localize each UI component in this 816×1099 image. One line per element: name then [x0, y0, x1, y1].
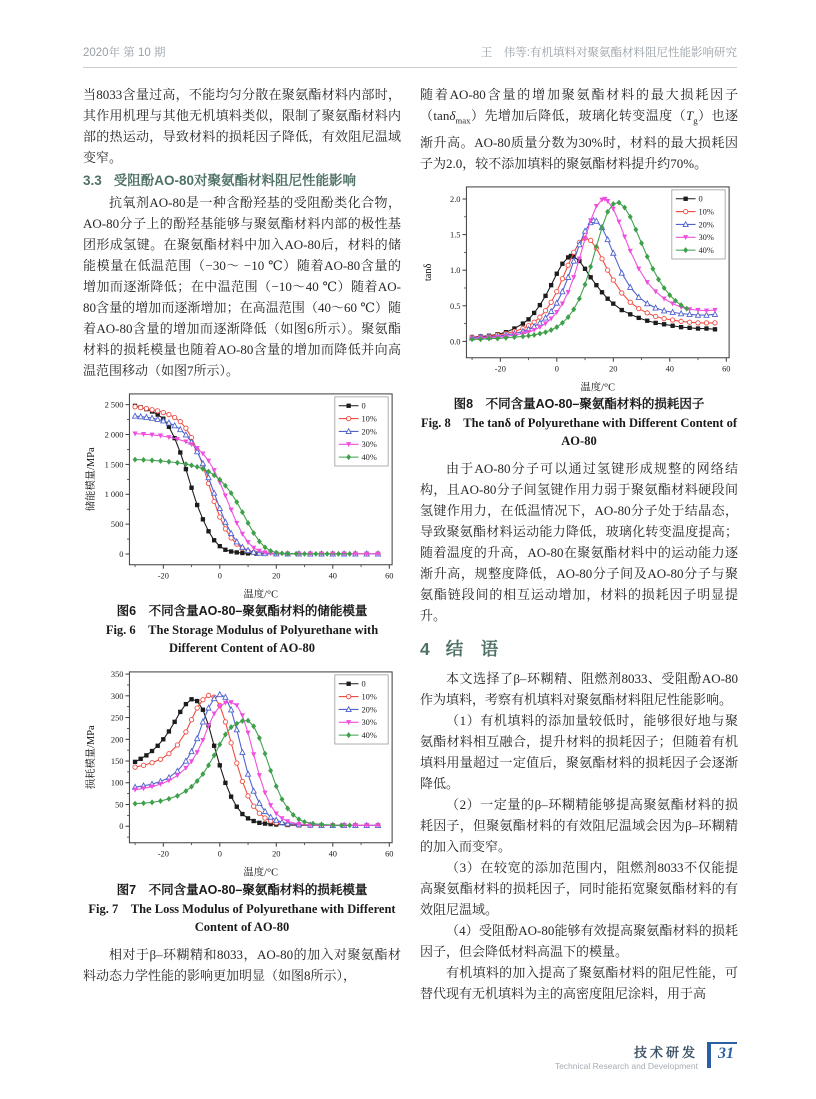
- svg-text:0: 0: [119, 549, 124, 559]
- svg-text:40%: 40%: [361, 453, 377, 463]
- fig7-loss-modulus-chart: [83, 665, 401, 878]
- paragraph-ao80: 抗氧剂AO-80是一种含酚羟基的受阻酚类化合物，AO-80分子上的酚羟基能够与聚氨酯材料内部的极性基团形成氢键。在聚氨酯材料中加入AO-80后，材料的储能模量在低温范围（−30～ −10 ℃）随着AO-80含量的增加而逐渐降低；在中温范围（−10～40 ℃）随着AO-80含量的增加而逐渐增加；在高温范围（40～60 ℃）随着AO-80含量的增加而逐渐降低（如图6所示）。聚氨酯材料的损耗模量也随着AO-80含量的增加而降低并向高温范围移动（如图7所示）。: [83, 195, 401, 378]
- svg-text:温度/°C: 温度/°C: [243, 867, 279, 879]
- paragraph-hydrogen: 由于AO-80分子可以通过氢键形成规整的网络结构，且AO-80分子间氢键作用力弱于聚氨酯材料硬段间氢键作用力，在低温情况下，AO-80分子处于结晶态，导致聚氨酯材料运动能力降低，玻璃化转变温度提高；随着温度的升高，AO-80在聚氨酯材料中的运动能力逐渐升高，规整度降低，AO-80分子间及AO-80分子与聚氨酯链段间的相互运动增加，材料的损耗因子明显提升。: [420, 460, 738, 623]
- right-column: [420, 84, 738, 1004]
- svg-text:20: 20: [609, 364, 618, 374]
- figure-7: [83, 665, 401, 935]
- svg-text:-20: -20: [157, 849, 169, 859]
- svg-text:-20: -20: [157, 571, 169, 581]
- section-title: 结 语: [445, 638, 499, 659]
- header-issue: 2020年 第 10 期: [83, 47, 166, 59]
- figure-8: [420, 180, 738, 450]
- figure-8-caption: [420, 395, 738, 450]
- svg-text:1 000: 1 000: [104, 490, 124, 500]
- figure-7-caption: [83, 881, 401, 936]
- svg-text:0.5: 0.5: [450, 301, 461, 311]
- svg-text:损耗模量/MPa: 损耗模量/MPa: [85, 725, 97, 790]
- svg-text:250: 250: [110, 713, 124, 723]
- conclusion-item-1: （1）有机填料的添加量较低时，能够很好地与聚氨酯材料相互融合，提升材料的损耗因子；但随着有机填料用量超过一定值后，聚氨酯材料的损耗因子会逐渐降低。: [420, 712, 738, 791]
- paragraph-compare: 相对于β–环糊精和8033，AO-80的加入对聚氨酯材料动态力学性能的影响更加明显（如图8所示），: [83, 946, 401, 983]
- svg-text:温度/°C: 温度/°C: [580, 381, 616, 393]
- svg-text:200: 200: [110, 735, 124, 745]
- figure-8-caption-en: Fig. 8 The tanδ of Polyurethane with Different Content of AO-80: [420, 415, 738, 448]
- conclusion-item-2: （2）一定量的β–环糊精能够提高聚氨酯材料的损耗因子，但聚氨酯材料的有效阻尼温域会因为β–环糊精的加入而变窄。: [420, 796, 738, 854]
- svg-text:20: 20: [272, 571, 281, 581]
- svg-text:tanδ: tanδ: [422, 263, 434, 281]
- header-rule: [83, 67, 737, 68]
- svg-text:20%: 20%: [361, 427, 377, 437]
- paragraph-tand: 随着AO-80含量的增加聚氨酯材料的最大损耗因子（tanδ$_{max}$）先增加后降低，玻璃化转变温度$(T_g)$也逐渐升高。AO-80质量分数为30%时，材料的最大损耗因子为2.0，较不添加填料的聚氨酯材料提升约70%。: [420, 87, 738, 171]
- paragraph-summary: 本文选择了β–环糊精、阻燃剂8033、受阻酚AO-80作为填料，考察有机填料对聚氨酯材料阻尼性能影响。: [420, 670, 738, 707]
- svg-text:0.0: 0.0: [450, 336, 461, 346]
- svg-text:40: 40: [328, 571, 337, 581]
- svg-text:20%: 20%: [698, 219, 714, 229]
- svg-text:50: 50: [115, 800, 124, 810]
- conclusion-item-4: （4）受阻酚AO-80能够有效提高聚氨酯材料的损耗因子，但会降低材料高温下的模量。: [420, 922, 738, 959]
- svg-text:60: 60: [722, 364, 731, 374]
- figure-7-caption-zh: 图7 不同含量AO-80–聚氨酯材料的损耗模量: [116, 882, 368, 897]
- svg-text:60: 60: [385, 571, 394, 581]
- footer-section-en: Technical Research and Development: [554, 1061, 698, 1071]
- figure-7-caption-en: Fig. 7 The Loss Modulus of Polyurethane with Different Content of AO-80: [88, 901, 396, 934]
- svg-text:100: 100: [110, 779, 124, 789]
- svg-text:300: 300: [110, 692, 124, 702]
- svg-text:10%: 10%: [698, 207, 714, 217]
- svg-text:1.5: 1.5: [450, 230, 461, 240]
- section-number: 3.3: [83, 173, 102, 188]
- svg-text:0: 0: [698, 194, 703, 204]
- svg-text:2.0: 2.0: [450, 194, 461, 204]
- svg-text:20: 20: [272, 849, 281, 859]
- figure-6: [83, 387, 401, 657]
- svg-text:0: 0: [554, 364, 559, 374]
- svg-text:0: 0: [361, 680, 366, 690]
- section-3-3-heading: [83, 170, 401, 191]
- svg-text:2 500: 2 500: [104, 400, 124, 410]
- page-number: 31: [718, 1045, 734, 1062]
- svg-text:0: 0: [119, 822, 124, 832]
- svg-text:40: 40: [665, 364, 674, 374]
- conclusion-item-3: （3）在较宽的添加范围内，阻燃剂8033不仅能提高聚氨酯材料的损耗因子，同时能拓宽聚氨酯材料的有效阻尼温域。: [420, 859, 738, 917]
- svg-text:150: 150: [110, 757, 124, 767]
- svg-text:350: 350: [110, 670, 124, 680]
- page-header: [83, 46, 737, 60]
- svg-text:0: 0: [217, 849, 222, 859]
- section-4-heading: [420, 636, 738, 662]
- paragraph-8033: 当8033含量过高，不能均匀分散在聚氨酯材料内部时，其作用机理与其他无机填料类似，限制了聚氨酯材料内部的热运动，导致材料的损耗因子降低，有效阻尼温域变窄。: [83, 87, 401, 165]
- svg-text:0: 0: [361, 401, 366, 411]
- svg-text:60: 60: [385, 849, 394, 859]
- section-number: 4: [420, 638, 430, 659]
- fig6-storage-modulus-chart: [83, 387, 401, 600]
- page-footer: [555, 1042, 737, 1073]
- svg-text:30%: 30%: [698, 232, 714, 242]
- svg-text:40%: 40%: [698, 245, 714, 255]
- header-running-title: 王 伟等:有机填料对聚氨酯材料阻尼性能影响研究: [480, 47, 737, 59]
- footer-section: [555, 1042, 698, 1073]
- fig8-tand-chart: [420, 180, 738, 393]
- svg-text:40: 40: [328, 849, 337, 859]
- svg-text:30%: 30%: [361, 440, 377, 450]
- figure-6-caption-zh: 图6 不同含量AO-80–聚氨酯材料的储能模量: [116, 604, 368, 619]
- svg-text:30%: 30%: [361, 718, 377, 728]
- svg-text:500: 500: [110, 520, 124, 530]
- paragraph-final: 有机填料的加入提高了聚氨酯材料的阻尼性能，可替代现有无机填料为主的高密度阻尼涂料，用于高: [420, 964, 738, 1001]
- svg-text:0: 0: [217, 571, 222, 581]
- left-column: [83, 84, 401, 1004]
- figure-8-caption-zh: 图8 不同含量AO-80–聚氨酯材料的损耗因子: [453, 396, 705, 411]
- svg-text:温度/°C: 温度/°C: [243, 589, 279, 601]
- section-title: 受阻酚AO-80对聚氨酯材料阻尼性能影响: [113, 173, 357, 188]
- svg-text:1.0: 1.0: [450, 265, 461, 275]
- svg-text:10%: 10%: [361, 692, 377, 702]
- svg-text:-20: -20: [494, 364, 506, 374]
- svg-text:1 500: 1 500: [104, 460, 124, 470]
- svg-text:2 000: 2 000: [104, 430, 124, 440]
- svg-text:40%: 40%: [361, 731, 377, 741]
- footer-section-zh: 技术研发: [633, 1045, 698, 1060]
- svg-text:10%: 10%: [361, 414, 377, 424]
- figure-6-caption-en: Fig. 6 The Storage Modulus of Polyurethane with Different Content of AO-80: [105, 623, 379, 656]
- figure-6-caption: [83, 602, 401, 657]
- two-column-body: [83, 84, 737, 1004]
- svg-text:20%: 20%: [361, 705, 377, 715]
- svg-text:储能模量/MPa: 储能模量/MPa: [85, 447, 97, 512]
- page-number-box: [707, 1042, 737, 1068]
